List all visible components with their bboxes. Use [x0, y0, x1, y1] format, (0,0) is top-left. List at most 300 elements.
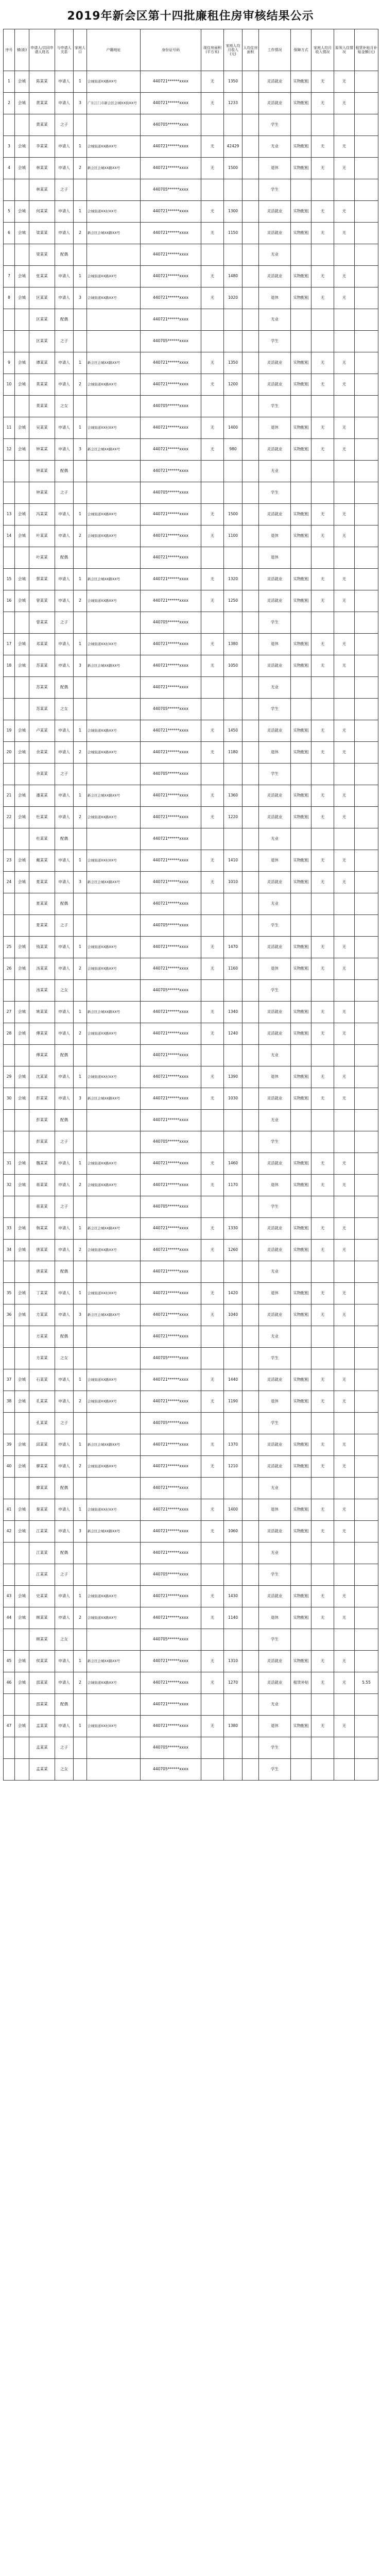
table-row — [4, 1607, 378, 1629]
cell-no — [4, 1694, 15, 1716]
cell-sub — [355, 244, 378, 266]
cell-id: 440721******xxxx — [141, 158, 201, 179]
cell-avg — [243, 1694, 259, 1716]
cell-size: 1 — [74, 1369, 87, 1391]
cell-prev: 无 — [334, 1066, 355, 1088]
cell-no: 39 — [4, 1434, 15, 1456]
column-header: 人均住房面积 — [243, 29, 259, 71]
table-row — [4, 1023, 378, 1045]
column-header: 镇(街) — [15, 29, 29, 71]
cell-area — [201, 1110, 224, 1131]
cell-job: 退休 — [259, 1066, 291, 1088]
cell-no: 4 — [4, 158, 15, 179]
table-row — [4, 244, 378, 266]
cell-addr: 会城街道XX路XX号 — [87, 1175, 141, 1196]
cell-addr: 会城街道XX路XX号 — [87, 374, 141, 396]
table-row — [4, 569, 378, 590]
cell-avg — [243, 71, 259, 93]
cell-job: 灵活就业 — [259, 720, 291, 742]
cell-id: 440721******xxxx — [141, 742, 201, 764]
cell-name: 方某某 — [29, 1326, 55, 1348]
cell-size: 1 — [74, 1716, 87, 1737]
cell-town: 会城 — [15, 1283, 29, 1304]
cell-sub — [355, 764, 378, 785]
cell-town: 会城 — [15, 569, 29, 590]
cell-name: 邵某某 — [29, 1694, 55, 1716]
cell-size — [74, 1543, 87, 1564]
cell-id: 440721******xxxx — [141, 223, 201, 244]
cell-addr: 新会区会城XX路XX号 — [87, 569, 141, 590]
cell-rel: 申请人 — [55, 742, 74, 764]
cell-avg — [243, 1413, 259, 1434]
cell-mode: 实物配租 — [291, 439, 311, 461]
column-header: 序号 — [4, 29, 15, 71]
cell-rel: 申请人 — [55, 1521, 74, 1543]
cell-inc: 无 — [311, 1304, 334, 1326]
cell-rel: 申请人 — [55, 526, 74, 547]
cell-mode: 实物配租 — [291, 266, 311, 287]
cell-addr: 会城街道XX路XX号 — [87, 71, 141, 93]
cell-id: 440721******xxxx — [141, 136, 201, 158]
cell-area — [201, 764, 224, 785]
table-row — [4, 1066, 378, 1088]
cell-no: 37 — [4, 1369, 15, 1391]
cell-rel: 申请人 — [55, 1607, 74, 1629]
cell-size — [74, 1759, 87, 1781]
cell-avg — [243, 1434, 259, 1456]
cell-income — [224, 244, 243, 266]
cell-prev: 无 — [334, 1023, 355, 1045]
cell-name: 史某某 — [29, 1586, 55, 1607]
cell-inc: 无 — [311, 1716, 334, 1737]
cell-avg — [243, 764, 259, 785]
cell-income: 1250 — [224, 590, 243, 612]
cell-area — [201, 980, 224, 1002]
cell-size: 1 — [74, 1651, 87, 1672]
cell-name: 傅某某 — [29, 1045, 55, 1066]
cell-income: 1060 — [224, 1521, 243, 1543]
cell-no — [4, 1759, 15, 1781]
cell-town: 会城 — [15, 1240, 29, 1261]
cell-avg — [243, 396, 259, 417]
cell-town — [15, 1261, 29, 1283]
cell-name: 李某某 — [29, 136, 55, 158]
cell-prev — [334, 1478, 355, 1499]
cell-job: 灵活就业 — [259, 1023, 291, 1045]
table-row — [4, 352, 378, 374]
cell-size: 2 — [74, 374, 87, 396]
cell-rel: 之女 — [55, 980, 74, 1002]
cell-no — [4, 1543, 15, 1564]
cell-no: 38 — [4, 1391, 15, 1413]
cell-mode: 实物配租 — [291, 352, 311, 374]
cell-town — [15, 244, 29, 266]
cell-mode — [291, 764, 311, 785]
cell-no — [4, 1326, 15, 1348]
cell-addr: 会城街道XX路XX号 — [87, 287, 141, 309]
cell-size: 1 — [74, 504, 87, 526]
cell-job: 学生 — [259, 114, 291, 136]
cell-rel: 申请人 — [55, 374, 74, 396]
cell-name: 蔡某某 — [29, 569, 55, 590]
cell-addr: 新会区会城XX路XX号 — [87, 352, 141, 374]
cell-no: 28 — [4, 1023, 15, 1045]
cell-inc — [311, 1110, 334, 1131]
cell-addr — [87, 1196, 141, 1218]
table-row — [4, 699, 378, 720]
cell-area: 无 — [201, 1002, 224, 1023]
cell-sub — [355, 742, 378, 764]
cell-rel: 之子 — [55, 482, 74, 504]
cell-job: 学生 — [259, 482, 291, 504]
cell-inc — [311, 1045, 334, 1066]
cell-id: 440721******xxxx — [141, 1045, 201, 1066]
cell-avg — [243, 742, 259, 764]
cell-name: 莫某某 — [29, 396, 55, 417]
cell-size: 1 — [74, 1499, 87, 1521]
column-header: 户籍地址 — [87, 29, 141, 71]
cell-town: 会城 — [15, 93, 29, 114]
cell-size: 3 — [74, 1088, 87, 1110]
cell-mode: 实物配租 — [291, 1153, 311, 1175]
cell-area — [201, 1131, 224, 1153]
cell-mode — [291, 828, 311, 850]
cell-mode: 实物配租 — [291, 850, 311, 872]
cell-town: 会城 — [15, 1672, 29, 1694]
table-row — [4, 417, 378, 439]
cell-name: 丁某某 — [29, 1283, 55, 1304]
cell-rel: 配偶 — [55, 244, 74, 266]
cell-prev: 无 — [334, 1283, 355, 1304]
cell-name: 江某某 — [29, 1543, 55, 1564]
cell-size — [74, 699, 87, 720]
cell-town: 会城 — [15, 720, 29, 742]
cell-income — [224, 893, 243, 915]
cell-mode — [291, 114, 311, 136]
cell-job: 灵活就业 — [259, 590, 291, 612]
cell-mode — [291, 980, 311, 1002]
cell-prev: 无 — [334, 374, 355, 396]
cell-sub — [355, 937, 378, 958]
cell-no — [4, 1478, 15, 1499]
cell-size: 1 — [74, 1066, 87, 1088]
cell-rel: 申请人 — [55, 1023, 74, 1045]
cell-addr: 会城街道XX路XX号 — [87, 1369, 141, 1391]
cell-id: 440721******xxxx — [141, 893, 201, 915]
cell-area: 无 — [201, 1283, 224, 1304]
cell-addr — [87, 915, 141, 937]
cell-addr: 会城街道XX村XX号 — [87, 1716, 141, 1737]
cell-addr: 新会区会城XX路XX号 — [87, 1651, 141, 1672]
cell-name: 梁某某 — [29, 244, 55, 266]
cell-name: 钟某某 — [29, 461, 55, 482]
cell-job: 灵活就业 — [259, 223, 291, 244]
cell-addr: 会城街道XX路XX号 — [87, 1672, 141, 1694]
cell-avg — [243, 266, 259, 287]
cell-avg — [243, 158, 259, 179]
cell-inc: 无 — [311, 807, 334, 828]
cell-id: 440721******xxxx — [141, 677, 201, 699]
cell-size: 2 — [74, 742, 87, 764]
cell-mode: 实物配租 — [291, 1369, 311, 1391]
cell-avg — [243, 1521, 259, 1543]
table-row — [4, 1759, 378, 1781]
cell-no: 8 — [4, 287, 15, 309]
cell-inc — [311, 1759, 334, 1781]
result-table — [3, 29, 378, 1781]
cell-avg — [243, 980, 259, 1002]
table-row — [4, 158, 378, 179]
cell-town: 会城 — [15, 1175, 29, 1196]
cell-no: 24 — [4, 872, 15, 893]
cell-town: 会城 — [15, 1153, 29, 1175]
cell-inc: 无 — [311, 850, 334, 872]
cell-mode: 实物配租 — [291, 807, 311, 828]
cell-id: 440721******xxxx — [141, 850, 201, 872]
cell-job: 灵活就业 — [259, 1651, 291, 1672]
cell-area: 无 — [201, 439, 224, 461]
cell-town — [15, 1045, 29, 1066]
cell-mode: 实物配租 — [291, 1716, 311, 1737]
cell-area: 无 — [201, 1521, 224, 1543]
cell-size — [74, 309, 87, 331]
cell-id: 440705******xxxx — [141, 1196, 201, 1218]
cell-rel: 申请人 — [55, 1218, 74, 1240]
cell-income — [224, 1694, 243, 1716]
cell-avg — [243, 526, 259, 547]
table-row — [4, 287, 378, 309]
cell-job: 灵活就业 — [259, 93, 291, 114]
cell-prev: 无 — [334, 807, 355, 828]
cell-area — [201, 461, 224, 482]
cell-income — [224, 1629, 243, 1651]
cell-area: 无 — [201, 158, 224, 179]
cell-avg — [243, 417, 259, 439]
column-header: 申请人/共同申请人姓名 — [29, 29, 55, 71]
table-row — [4, 915, 378, 937]
cell-town — [15, 396, 29, 417]
cell-name: 余某某 — [29, 764, 55, 785]
table-row — [4, 1175, 378, 1196]
cell-inc: 无 — [311, 1521, 334, 1543]
cell-avg — [243, 1240, 259, 1261]
cell-job: 无业 — [259, 1543, 291, 1564]
table-row — [4, 482, 378, 504]
cell-size — [74, 1261, 87, 1283]
cell-income: 980 — [224, 439, 243, 461]
cell-town: 会城 — [15, 71, 29, 93]
cell-area — [201, 1478, 224, 1499]
cell-rel: 申请人 — [55, 1391, 74, 1413]
cell-area: 无 — [201, 872, 224, 893]
cell-inc — [311, 396, 334, 417]
table-row — [4, 828, 378, 850]
cell-sub — [355, 396, 378, 417]
cell-name: 方某某 — [29, 1304, 55, 1326]
cell-no: 36 — [4, 1304, 15, 1326]
cell-addr: 会城街道XX路XX号 — [87, 1153, 141, 1175]
cell-job: 灵活就业 — [259, 71, 291, 93]
column-header: 与申请人关系 — [55, 29, 74, 71]
cell-prev: 无 — [334, 1521, 355, 1543]
cell-area — [201, 699, 224, 720]
cell-avg — [243, 504, 259, 526]
cell-mode: 实物配租 — [291, 504, 311, 526]
cell-id: 440721******xxxx — [141, 1088, 201, 1110]
cell-addr: 会城街道XX村XX号 — [87, 1283, 141, 1304]
cell-income: 1020 — [224, 287, 243, 309]
cell-prev: 无 — [334, 1499, 355, 1521]
cell-avg — [243, 1261, 259, 1283]
cell-mode: 实物配租 — [291, 1066, 311, 1088]
cell-sub — [355, 1369, 378, 1391]
cell-rel: 申请人 — [55, 1153, 74, 1175]
cell-inc — [311, 179, 334, 201]
cell-income: 1410 — [224, 850, 243, 872]
cell-mode: 实物配租 — [291, 158, 311, 179]
cell-income — [224, 828, 243, 850]
cell-inc: 无 — [311, 937, 334, 958]
table-row — [4, 179, 378, 201]
cell-rel: 申请人 — [55, 1456, 74, 1478]
cell-inc: 无 — [311, 958, 334, 980]
table-row — [4, 1651, 378, 1672]
cell-mode: 实物配租 — [291, 93, 311, 114]
cell-inc: 无 — [311, 374, 334, 396]
cell-addr: 会城街道XX路XX号 — [87, 742, 141, 764]
cell-name: 莫某某 — [29, 374, 55, 396]
cell-no — [4, 309, 15, 331]
cell-rel: 申请人 — [55, 136, 74, 158]
cell-income: 1270 — [224, 1672, 243, 1694]
cell-job: 无业 — [259, 1478, 291, 1499]
table-row — [4, 201, 378, 223]
cell-mode — [291, 1045, 311, 1066]
cell-id: 440721******xxxx — [141, 1369, 201, 1391]
table-row — [4, 1153, 378, 1175]
cell-sub — [355, 1045, 378, 1066]
cell-rel: 申请人 — [55, 1586, 74, 1607]
cell-prev: 无 — [334, 287, 355, 309]
table-row — [4, 872, 378, 893]
cell-avg — [243, 201, 259, 223]
table-row — [4, 1521, 378, 1543]
cell-rel: 之子 — [55, 1196, 74, 1218]
cell-inc: 无 — [311, 93, 334, 114]
cell-town — [15, 482, 29, 504]
cell-mode — [291, 893, 311, 915]
cell-job: 灵活就业 — [259, 1672, 291, 1694]
cell-job: 学生 — [259, 331, 291, 352]
table-row — [4, 136, 378, 158]
cell-inc: 无 — [311, 785, 334, 807]
cell-inc — [311, 980, 334, 1002]
cell-mode: 实物配租 — [291, 1651, 311, 1672]
cell-area — [201, 1737, 224, 1759]
table-row — [4, 461, 378, 482]
cell-job: 无业 — [259, 136, 291, 158]
cell-mode — [291, 1737, 311, 1759]
cell-job: 无业 — [259, 1045, 291, 1066]
cell-name: 邱某某 — [29, 1434, 55, 1456]
cell-id: 440721******xxxx — [141, 201, 201, 223]
cell-job: 灵活就业 — [259, 266, 291, 287]
cell-rel: 之女 — [55, 699, 74, 720]
cell-inc: 无 — [311, 223, 334, 244]
cell-rel: 申请人 — [55, 1499, 74, 1521]
cell-job: 无业 — [259, 309, 291, 331]
cell-name: 苏某某 — [29, 699, 55, 720]
cell-addr: 会城街道XX村XX号 — [87, 634, 141, 655]
cell-no — [4, 915, 15, 937]
table-row — [4, 1240, 378, 1261]
cell-mode: 实物配租 — [291, 1002, 311, 1023]
cell-size: 2 — [74, 1240, 87, 1261]
cell-rel: 配偶 — [55, 1543, 74, 1564]
cell-area: 无 — [201, 569, 224, 590]
cell-size — [74, 1737, 87, 1759]
cell-income: 1030 — [224, 1088, 243, 1110]
cell-town — [15, 764, 29, 785]
cell-mode — [291, 396, 311, 417]
cell-income — [224, 396, 243, 417]
cell-mode — [291, 1110, 311, 1131]
cell-no: 9 — [4, 352, 15, 374]
cell-size: 2 — [74, 1456, 87, 1478]
cell-inc: 无 — [311, 287, 334, 309]
cell-addr — [87, 1326, 141, 1348]
cell-sub — [355, 1499, 378, 1521]
table-row — [4, 720, 378, 742]
cell-town: 会城 — [15, 266, 29, 287]
cell-name: 孟某某 — [29, 1737, 55, 1759]
cell-job: 无业 — [259, 461, 291, 482]
cell-mode: 实物配租 — [291, 287, 311, 309]
page-title: 2019年新会区第十四批廉租住房审核结果公示 — [67, 10, 314, 23]
cell-avg — [243, 136, 259, 158]
table-row — [4, 1261, 378, 1283]
cell-area — [201, 482, 224, 504]
cell-addr — [87, 1759, 141, 1781]
cell-area: 无 — [201, 1456, 224, 1478]
cell-town: 会城 — [15, 742, 29, 764]
cell-inc: 无 — [311, 1586, 334, 1607]
cell-name: 顾某某 — [29, 1629, 55, 1651]
cell-job: 学生 — [259, 1759, 291, 1781]
cell-sub — [355, 915, 378, 937]
cell-inc — [311, 1326, 334, 1348]
cell-rel: 申请人 — [55, 850, 74, 872]
cell-name: 姚某某 — [29, 1002, 55, 1023]
cell-name: 孟某某 — [29, 1716, 55, 1737]
cell-area: 无 — [201, 223, 224, 244]
cell-mode: 实物配租 — [291, 720, 311, 742]
cell-area — [201, 677, 224, 699]
cell-sub: 5.55 — [355, 1672, 378, 1694]
result-table-wrap — [3, 29, 378, 1781]
cell-town: 会城 — [15, 287, 29, 309]
cell-id: 440705******xxxx — [141, 396, 201, 417]
cell-rel: 申请人 — [55, 1434, 74, 1456]
cell-town: 会城 — [15, 1716, 29, 1737]
cell-inc — [311, 893, 334, 915]
table-row — [4, 937, 378, 958]
cell-name: 彭某某 — [29, 1131, 55, 1153]
cell-no: 29 — [4, 1066, 15, 1088]
cell-avg — [243, 1218, 259, 1240]
cell-avg — [243, 1564, 259, 1586]
cell-size: 1 — [74, 1218, 87, 1240]
